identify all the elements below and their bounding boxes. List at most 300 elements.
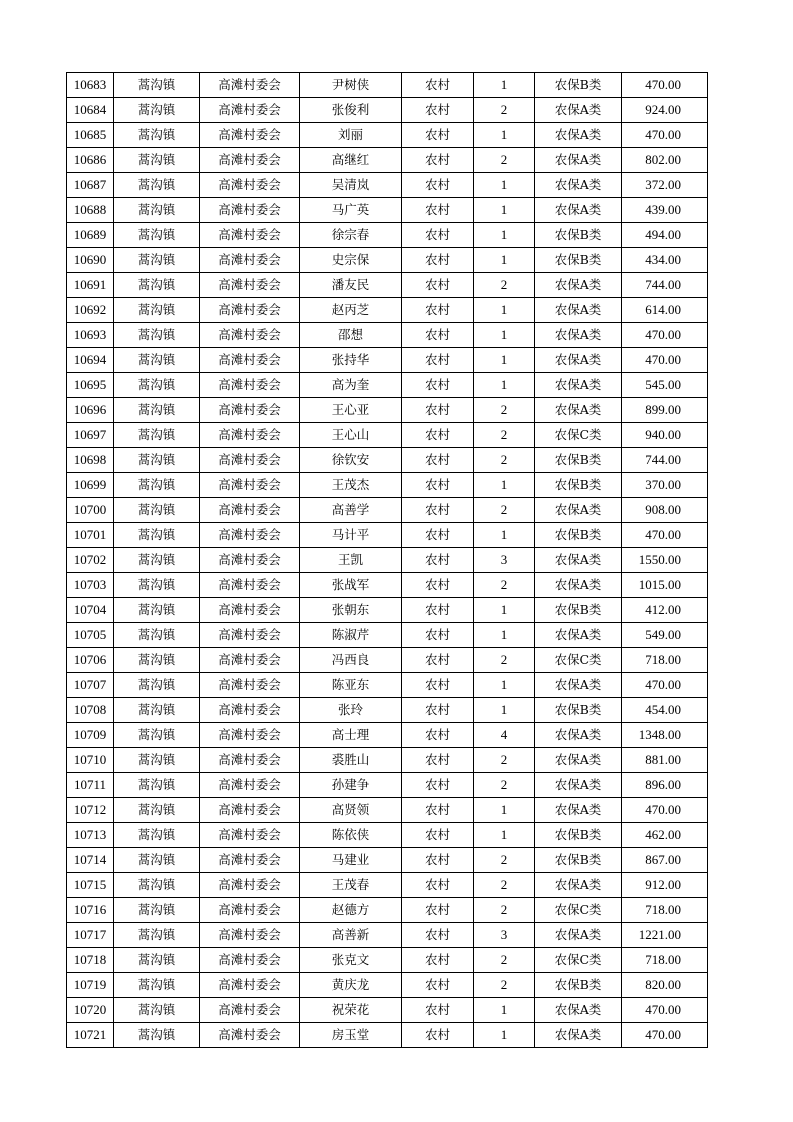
town-cell: 蒿沟镇 — [114, 223, 200, 248]
table-row — [67, 998, 708, 1023]
person-name-cell: 张持华 — [300, 348, 402, 373]
amount-cell: 470.00 — [622, 1023, 708, 1048]
table-row — [67, 373, 708, 398]
insurance-type-cell: 农保B类 — [535, 973, 622, 998]
village-committee-cell: 高滩村委会 — [200, 923, 300, 948]
area-type-cell: 农村 — [402, 298, 474, 323]
household-size-cell: 2 — [474, 573, 535, 598]
household-size-cell: 1 — [474, 73, 535, 98]
town-cell: 蒿沟镇 — [114, 173, 200, 198]
household-size-cell: 2 — [474, 448, 535, 473]
record-id-cell: 10720 — [67, 998, 114, 1023]
person-name-cell: 高士理 — [300, 723, 402, 748]
town-cell: 蒿沟镇 — [114, 248, 200, 273]
insurance-type-cell: 农保A类 — [535, 348, 622, 373]
area-type-cell: 农村 — [402, 673, 474, 698]
town-cell: 蒿沟镇 — [114, 298, 200, 323]
amount-cell: 470.00 — [622, 798, 708, 823]
amount-cell: 470.00 — [622, 523, 708, 548]
village-committee-cell: 高滩村委会 — [200, 473, 300, 498]
area-type-cell: 农村 — [402, 173, 474, 198]
record-id-cell: 10684 — [67, 98, 114, 123]
table-row — [67, 623, 708, 648]
insurance-type-cell: 农保A类 — [535, 923, 622, 948]
insurance-type-cell: 农保A类 — [535, 123, 622, 148]
amount-cell: 899.00 — [622, 398, 708, 423]
town-cell: 蒿沟镇 — [114, 323, 200, 348]
person-name-cell: 裘胜山 — [300, 748, 402, 773]
record-id-cell: 10700 — [67, 498, 114, 523]
village-committee-cell: 高滩村委会 — [200, 423, 300, 448]
town-cell: 蒿沟镇 — [114, 548, 200, 573]
village-committee-cell: 高滩村委会 — [200, 848, 300, 873]
household-size-cell: 2 — [474, 898, 535, 923]
insurance-type-cell: 农保A类 — [535, 798, 622, 823]
insurance-type-cell: 农保C类 — [535, 648, 622, 673]
area-type-cell: 农村 — [402, 948, 474, 973]
person-name-cell: 徐钦安 — [300, 448, 402, 473]
household-size-cell: 1 — [474, 1023, 535, 1048]
area-type-cell: 农村 — [402, 773, 474, 798]
record-id-cell: 10689 — [67, 223, 114, 248]
amount-cell: 454.00 — [622, 698, 708, 723]
insurance-type-cell: 农保B类 — [535, 698, 622, 723]
household-size-cell: 1 — [474, 473, 535, 498]
town-cell: 蒿沟镇 — [114, 123, 200, 148]
table-row — [67, 598, 708, 623]
amount-cell: 412.00 — [622, 598, 708, 623]
record-id-cell: 10710 — [67, 748, 114, 773]
person-name-cell: 张战军 — [300, 573, 402, 598]
table-row — [67, 898, 708, 923]
area-type-cell: 农村 — [402, 898, 474, 923]
record-id-cell: 10696 — [67, 398, 114, 423]
insurance-type-cell: 农保C类 — [535, 948, 622, 973]
record-id-cell: 10709 — [67, 723, 114, 748]
household-size-cell: 1 — [474, 198, 535, 223]
table-body — [67, 73, 708, 1048]
household-size-cell: 3 — [474, 548, 535, 573]
town-cell: 蒿沟镇 — [114, 348, 200, 373]
town-cell: 蒿沟镇 — [114, 373, 200, 398]
amount-cell: 1221.00 — [622, 923, 708, 948]
area-type-cell: 农村 — [402, 723, 474, 748]
village-committee-cell: 高滩村委会 — [200, 298, 300, 323]
amount-cell: 470.00 — [622, 673, 708, 698]
village-committee-cell: 高滩村委会 — [200, 948, 300, 973]
household-size-cell: 2 — [474, 873, 535, 898]
town-cell: 蒿沟镇 — [114, 98, 200, 123]
area-type-cell: 农村 — [402, 448, 474, 473]
table-row — [67, 173, 708, 198]
table-row — [67, 748, 708, 773]
record-id-cell: 10721 — [67, 1023, 114, 1048]
insurance-type-cell: 农保B类 — [535, 248, 622, 273]
person-name-cell: 尹树侠 — [300, 73, 402, 98]
household-size-cell: 1 — [474, 373, 535, 398]
household-size-cell: 2 — [474, 648, 535, 673]
record-id-cell: 10705 — [67, 623, 114, 648]
town-cell: 蒿沟镇 — [114, 973, 200, 998]
table-row — [67, 673, 708, 698]
record-id-cell: 10702 — [67, 548, 114, 573]
village-committee-cell: 高滩村委会 — [200, 348, 300, 373]
insurance-type-cell: 农保A类 — [535, 98, 622, 123]
amount-cell: 1015.00 — [622, 573, 708, 598]
area-type-cell: 农村 — [402, 598, 474, 623]
village-committee-cell: 高滩村委会 — [200, 748, 300, 773]
village-committee-cell: 高滩村委会 — [200, 698, 300, 723]
person-name-cell: 王凯 — [300, 548, 402, 573]
town-cell: 蒿沟镇 — [114, 948, 200, 973]
household-size-cell: 2 — [474, 748, 535, 773]
village-committee-cell: 高滩村委会 — [200, 998, 300, 1023]
amount-cell: 881.00 — [622, 748, 708, 773]
record-id-cell: 10708 — [67, 698, 114, 723]
village-committee-cell: 高滩村委会 — [200, 1023, 300, 1048]
town-cell: 蒿沟镇 — [114, 623, 200, 648]
table-row — [67, 948, 708, 973]
area-type-cell: 农村 — [402, 473, 474, 498]
amount-cell: 718.00 — [622, 648, 708, 673]
amount-cell: 439.00 — [622, 198, 708, 223]
village-committee-cell: 高滩村委会 — [200, 548, 300, 573]
town-cell: 蒿沟镇 — [114, 523, 200, 548]
record-id-cell: 10711 — [67, 773, 114, 798]
town-cell: 蒿沟镇 — [114, 898, 200, 923]
insurance-type-cell: 农保A类 — [535, 623, 622, 648]
amount-cell: 867.00 — [622, 848, 708, 873]
household-size-cell: 3 — [474, 923, 535, 948]
village-committee-cell: 高滩村委会 — [200, 573, 300, 598]
village-committee-cell: 高滩村委会 — [200, 98, 300, 123]
village-committee-cell: 高滩村委会 — [200, 198, 300, 223]
person-name-cell: 史宗保 — [300, 248, 402, 273]
table-row — [67, 848, 708, 873]
household-size-cell: 1 — [474, 623, 535, 648]
person-name-cell: 高贤领 — [300, 798, 402, 823]
household-size-cell: 1 — [474, 348, 535, 373]
area-type-cell: 农村 — [402, 873, 474, 898]
person-name-cell: 王茂杰 — [300, 473, 402, 498]
table-row — [67, 423, 708, 448]
town-cell: 蒿沟镇 — [114, 73, 200, 98]
area-type-cell: 农村 — [402, 423, 474, 448]
amount-cell: 896.00 — [622, 773, 708, 798]
area-type-cell: 农村 — [402, 123, 474, 148]
record-id-cell: 10695 — [67, 373, 114, 398]
town-cell: 蒿沟镇 — [114, 773, 200, 798]
household-size-cell: 2 — [474, 398, 535, 423]
town-cell: 蒿沟镇 — [114, 273, 200, 298]
household-size-cell: 2 — [474, 98, 535, 123]
area-type-cell: 农村 — [402, 223, 474, 248]
town-cell: 蒿沟镇 — [114, 823, 200, 848]
table-row — [67, 248, 708, 273]
table-row — [67, 298, 708, 323]
village-committee-cell: 高滩村委会 — [200, 373, 300, 398]
town-cell: 蒿沟镇 — [114, 448, 200, 473]
table-row — [67, 448, 708, 473]
amount-cell: 718.00 — [622, 948, 708, 973]
record-id-cell: 10691 — [67, 273, 114, 298]
amount-cell: 924.00 — [622, 98, 708, 123]
town-cell: 蒿沟镇 — [114, 873, 200, 898]
village-committee-cell: 高滩村委会 — [200, 73, 300, 98]
amount-cell: 372.00 — [622, 173, 708, 198]
table-row — [67, 798, 708, 823]
insurance-type-cell: 农保A类 — [535, 373, 622, 398]
area-type-cell: 农村 — [402, 498, 474, 523]
village-committee-cell: 高滩村委会 — [200, 323, 300, 348]
insurance-type-cell: 农保A类 — [535, 173, 622, 198]
village-committee-cell: 高滩村委会 — [200, 123, 300, 148]
person-name-cell: 吴清岚 — [300, 173, 402, 198]
insurance-type-cell: 农保A类 — [535, 998, 622, 1023]
insurance-type-cell: 农保A类 — [535, 298, 622, 323]
village-committee-cell: 高滩村委会 — [200, 623, 300, 648]
insurance-type-cell: 农保B类 — [535, 823, 622, 848]
village-committee-cell: 高滩村委会 — [200, 723, 300, 748]
household-size-cell: 1 — [474, 598, 535, 623]
person-name-cell: 邵想 — [300, 323, 402, 348]
area-type-cell: 农村 — [402, 573, 474, 598]
village-committee-cell: 高滩村委会 — [200, 448, 300, 473]
town-cell: 蒿沟镇 — [114, 648, 200, 673]
person-name-cell: 高善新 — [300, 923, 402, 948]
record-id-cell: 10697 — [67, 423, 114, 448]
area-type-cell: 农村 — [402, 273, 474, 298]
record-id-cell: 10699 — [67, 473, 114, 498]
village-committee-cell: 高滩村委会 — [200, 898, 300, 923]
town-cell: 蒿沟镇 — [114, 673, 200, 698]
household-size-cell: 2 — [474, 773, 535, 798]
area-type-cell: 农村 — [402, 348, 474, 373]
village-committee-cell: 高滩村委会 — [200, 273, 300, 298]
town-cell: 蒿沟镇 — [114, 498, 200, 523]
amount-cell: 744.00 — [622, 273, 708, 298]
village-committee-cell: 高滩村委会 — [200, 523, 300, 548]
area-type-cell: 农村 — [402, 1023, 474, 1048]
area-type-cell: 农村 — [402, 398, 474, 423]
person-name-cell: 潘友民 — [300, 273, 402, 298]
insurance-type-cell: 农保A类 — [535, 198, 622, 223]
person-name-cell: 冯西良 — [300, 648, 402, 673]
person-name-cell: 马建业 — [300, 848, 402, 873]
record-id-cell: 10694 — [67, 348, 114, 373]
record-id-cell: 10686 — [67, 148, 114, 173]
record-id-cell: 10692 — [67, 298, 114, 323]
area-type-cell: 农村 — [402, 73, 474, 98]
insurance-type-cell: 农保B类 — [535, 473, 622, 498]
village-committee-cell: 高滩村委会 — [200, 248, 300, 273]
town-cell: 蒿沟镇 — [114, 748, 200, 773]
insurance-type-cell: 农保B类 — [535, 598, 622, 623]
amount-cell: 470.00 — [622, 73, 708, 98]
record-id-cell: 10716 — [67, 898, 114, 923]
village-committee-cell: 高滩村委会 — [200, 873, 300, 898]
area-type-cell: 农村 — [402, 623, 474, 648]
record-id-cell: 10701 — [67, 523, 114, 548]
person-name-cell: 赵丙芝 — [300, 298, 402, 323]
table-row — [67, 198, 708, 223]
household-size-cell: 1 — [474, 223, 535, 248]
household-size-cell: 1 — [474, 998, 535, 1023]
person-name-cell: 张俊利 — [300, 98, 402, 123]
household-size-cell: 1 — [474, 173, 535, 198]
area-type-cell: 农村 — [402, 923, 474, 948]
person-name-cell: 高善学 — [300, 498, 402, 523]
table-row — [67, 323, 708, 348]
insurance-type-cell: 农保A类 — [535, 323, 622, 348]
person-name-cell: 祝荣花 — [300, 998, 402, 1023]
table-row — [67, 873, 708, 898]
person-name-cell: 马计平 — [300, 523, 402, 548]
record-id-cell: 10715 — [67, 873, 114, 898]
person-name-cell: 陈亚东 — [300, 673, 402, 698]
table-row — [67, 148, 708, 173]
town-cell: 蒿沟镇 — [114, 848, 200, 873]
town-cell: 蒿沟镇 — [114, 573, 200, 598]
insurance-type-cell: 农保B类 — [535, 523, 622, 548]
amount-cell: 470.00 — [622, 998, 708, 1023]
town-cell: 蒿沟镇 — [114, 798, 200, 823]
insurance-type-cell: 农保A类 — [535, 673, 622, 698]
area-type-cell: 农村 — [402, 823, 474, 848]
record-id-cell: 10688 — [67, 198, 114, 223]
amount-cell: 545.00 — [622, 373, 708, 398]
village-committee-cell: 高滩村委会 — [200, 398, 300, 423]
person-name-cell: 黄庆龙 — [300, 973, 402, 998]
table-row — [67, 1023, 708, 1048]
record-id-cell: 10703 — [67, 573, 114, 598]
town-cell: 蒿沟镇 — [114, 598, 200, 623]
person-name-cell: 马广英 — [300, 198, 402, 223]
record-id-cell: 10693 — [67, 323, 114, 348]
area-type-cell: 农村 — [402, 148, 474, 173]
amount-cell: 940.00 — [622, 423, 708, 448]
insurance-type-cell: 农保A类 — [535, 398, 622, 423]
town-cell: 蒿沟镇 — [114, 198, 200, 223]
area-type-cell: 农村 — [402, 523, 474, 548]
household-size-cell: 2 — [474, 423, 535, 448]
record-id-cell: 10704 — [67, 598, 114, 623]
table-row — [67, 698, 708, 723]
record-id-cell: 10690 — [67, 248, 114, 273]
table-row — [67, 223, 708, 248]
table-row — [67, 923, 708, 948]
amount-cell: 912.00 — [622, 873, 708, 898]
household-size-cell: 1 — [474, 673, 535, 698]
person-name-cell: 张克文 — [300, 948, 402, 973]
area-type-cell: 农村 — [402, 998, 474, 1023]
person-name-cell: 陈淑芹 — [300, 623, 402, 648]
record-id-cell: 10719 — [67, 973, 114, 998]
table-row — [67, 773, 708, 798]
amount-cell: 820.00 — [622, 973, 708, 998]
insurance-type-cell: 农保C类 — [535, 423, 622, 448]
person-name-cell: 王茂春 — [300, 873, 402, 898]
town-cell: 蒿沟镇 — [114, 398, 200, 423]
table-row — [67, 473, 708, 498]
person-name-cell: 陈依侠 — [300, 823, 402, 848]
amount-cell: 470.00 — [622, 323, 708, 348]
village-committee-cell: 高滩村委会 — [200, 648, 300, 673]
insurance-type-cell: 农保A类 — [535, 498, 622, 523]
insurance-type-cell: 农保B类 — [535, 223, 622, 248]
village-committee-cell: 高滩村委会 — [200, 973, 300, 998]
household-size-cell: 1 — [474, 823, 535, 848]
household-size-cell: 4 — [474, 723, 535, 748]
amount-cell: 908.00 — [622, 498, 708, 523]
insurance-type-cell: 农保C类 — [535, 898, 622, 923]
village-committee-cell: 高滩村委会 — [200, 823, 300, 848]
table-row — [67, 823, 708, 848]
amount-cell: 470.00 — [622, 348, 708, 373]
household-size-cell: 2 — [474, 973, 535, 998]
household-size-cell: 1 — [474, 298, 535, 323]
amount-cell: 549.00 — [622, 623, 708, 648]
area-type-cell: 农村 — [402, 98, 474, 123]
town-cell: 蒿沟镇 — [114, 998, 200, 1023]
record-id-cell: 10712 — [67, 798, 114, 823]
record-id-cell: 10714 — [67, 848, 114, 873]
amount-cell: 1550.00 — [622, 548, 708, 573]
amount-cell: 462.00 — [622, 823, 708, 848]
amount-cell: 1348.00 — [622, 723, 708, 748]
household-size-cell: 2 — [474, 148, 535, 173]
area-type-cell: 农村 — [402, 548, 474, 573]
person-name-cell: 王心山 — [300, 423, 402, 448]
village-committee-cell: 高滩村委会 — [200, 173, 300, 198]
village-committee-cell: 高滩村委会 — [200, 598, 300, 623]
insurance-type-cell: 农保A类 — [535, 773, 622, 798]
insurance-type-cell: 农保B类 — [535, 73, 622, 98]
household-size-cell: 1 — [474, 123, 535, 148]
record-id-cell: 10718 — [67, 948, 114, 973]
table-row — [67, 973, 708, 998]
insurance-type-cell: 农保A类 — [535, 748, 622, 773]
town-cell: 蒿沟镇 — [114, 473, 200, 498]
record-id-cell: 10717 — [67, 923, 114, 948]
person-name-cell: 高继红 — [300, 148, 402, 173]
person-name-cell: 房玉堂 — [300, 1023, 402, 1048]
household-size-cell: 1 — [474, 248, 535, 273]
household-size-cell: 1 — [474, 323, 535, 348]
area-type-cell: 农村 — [402, 698, 474, 723]
person-name-cell: 孙建争 — [300, 773, 402, 798]
village-committee-cell: 高滩村委会 — [200, 798, 300, 823]
area-type-cell: 农村 — [402, 748, 474, 773]
insurance-type-cell: 农保B类 — [535, 848, 622, 873]
record-id-cell: 10683 — [67, 73, 114, 98]
table-row — [67, 98, 708, 123]
amount-cell: 434.00 — [622, 248, 708, 273]
household-size-cell: 2 — [474, 273, 535, 298]
village-committee-cell: 高滩村委会 — [200, 148, 300, 173]
person-name-cell: 张玲 — [300, 698, 402, 723]
area-type-cell: 农村 — [402, 373, 474, 398]
person-name-cell: 刘丽 — [300, 123, 402, 148]
amount-cell: 494.00 — [622, 223, 708, 248]
amount-cell: 370.00 — [622, 473, 708, 498]
table-row — [67, 273, 708, 298]
household-size-cell: 1 — [474, 523, 535, 548]
town-cell: 蒿沟镇 — [114, 723, 200, 748]
insurance-type-cell: 农保A类 — [535, 273, 622, 298]
household-size-cell: 2 — [474, 948, 535, 973]
area-type-cell: 农村 — [402, 323, 474, 348]
